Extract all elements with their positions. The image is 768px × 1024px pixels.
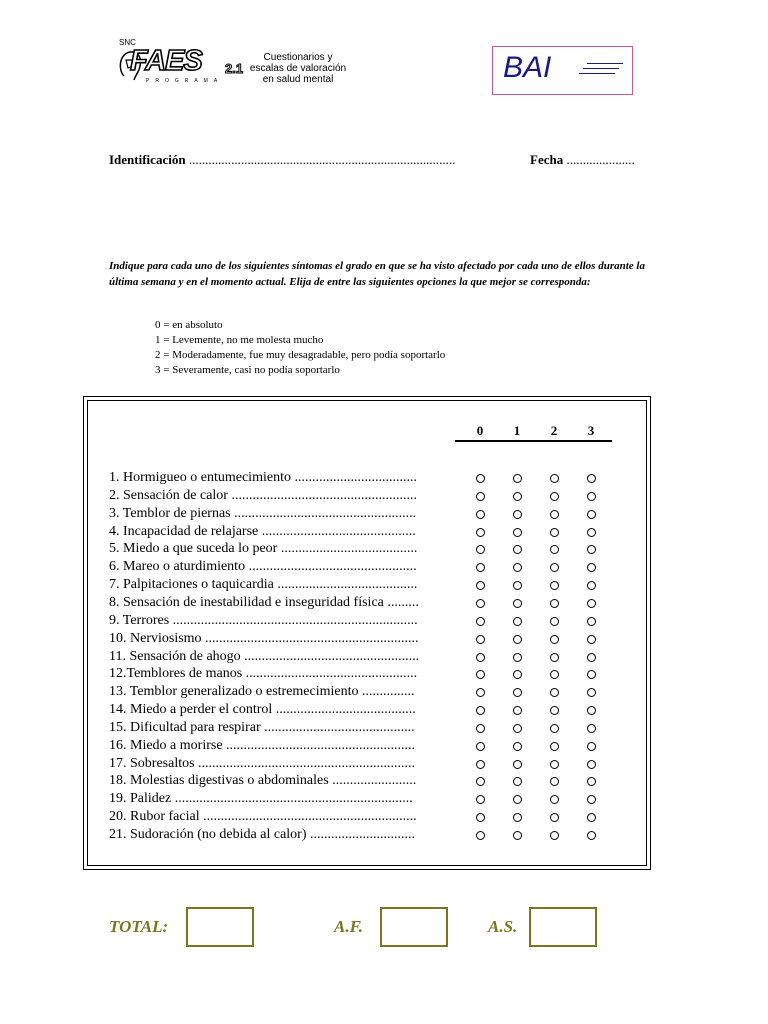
radio-option-0[interactable] [476, 813, 485, 822]
radio-option-0[interactable] [476, 670, 485, 679]
radio-option-2[interactable] [550, 813, 559, 822]
radio-option-3[interactable] [587, 474, 596, 483]
table-row: 7. Palpitaciones o taquicardia ........................................ [109, 577, 418, 592]
radio-option-0[interactable] [476, 510, 485, 519]
radio-option-1[interactable] [513, 492, 522, 501]
faes-logo [116, 38, 356, 90]
radio-option-2[interactable] [550, 617, 559, 626]
radio-option-3[interactable] [587, 706, 596, 715]
radio-option-3[interactable] [587, 528, 596, 537]
radio-option-2[interactable] [550, 492, 559, 501]
radio-option-0[interactable] [476, 795, 485, 804]
radio-option-1[interactable] [513, 528, 522, 537]
bai-badge [492, 46, 633, 95]
radio-option-2[interactable] [550, 474, 559, 483]
radio-option-0[interactable] [476, 563, 485, 572]
radio-option-1[interactable] [513, 510, 522, 519]
date-field[interactable] [530, 152, 635, 168]
table-row: 3. Temblor de piernas .................................................... [109, 506, 417, 521]
radio-option-1[interactable] [513, 724, 522, 733]
radio-option-3[interactable] [587, 545, 596, 554]
table-row: 21. Sudoración (no debida al calor) .............................. [109, 827, 415, 842]
table-row: 11. Sensación de ahogo .................................................. [109, 649, 420, 664]
radio-option-0[interactable] [476, 528, 485, 537]
bai-label: BAI [503, 51, 552, 84]
radio-option-1[interactable] [513, 670, 522, 679]
option-line: 3 = Severamente, casi no podía soportarlo [155, 364, 340, 376]
table-row: 18. Molestias digestivas o abdominales ........................ [109, 773, 417, 788]
radio-option-0[interactable] [476, 599, 485, 608]
radio-option-3[interactable] [587, 831, 596, 840]
radio-option-1[interactable] [513, 777, 522, 786]
radio-option-2[interactable] [550, 760, 559, 769]
radio-option-2[interactable] [550, 670, 559, 679]
logo-wordmark: FAES [130, 45, 202, 77]
radio-option-0[interactable] [476, 724, 485, 733]
bai-lines-icon [579, 61, 623, 81]
logo-subtitle: PROGRAMA [146, 78, 224, 84]
table-row: 8. Sensación de inestabilidad e inseguridad física ......... [109, 595, 419, 610]
column-header-1: 1 [513, 423, 521, 438]
radio-option-2[interactable] [550, 777, 559, 786]
radio-option-0[interactable] [476, 706, 485, 715]
radio-option-1[interactable] [513, 617, 522, 626]
logo-desc-line: en salud mental [262, 74, 334, 85]
radio-option-3[interactable] [587, 563, 596, 572]
logo-desc-line: escalas de valoración [249, 63, 347, 74]
as-label: A.S. [488, 917, 518, 936]
identification-dots: .................................................................................. [188, 152, 456, 167]
identification-label: Identificación [109, 152, 186, 167]
radio-option-0[interactable] [476, 831, 485, 840]
option-line: 0 = en absoluto [155, 319, 223, 331]
table-row: 15. Dificultad para respirar ........................................... [109, 720, 415, 735]
table-row: 16. Miedo a morirse ...................................................... [109, 738, 416, 753]
radio-option-1[interactable] [513, 545, 522, 554]
option-line: 2 = Moderadamente, fue muy desagradable, pero podía soportarlo [155, 349, 446, 361]
total-label: TOTAL: [109, 917, 169, 936]
radio-option-3[interactable] [587, 510, 596, 519]
radio-option-2[interactable] [550, 528, 559, 537]
radio-option-3[interactable] [587, 760, 596, 769]
radio-option-2[interactable] [550, 831, 559, 840]
radio-option-3[interactable] [587, 724, 596, 733]
radio-option-2[interactable] [550, 795, 559, 804]
radio-option-1[interactable] [513, 474, 522, 483]
radio-option-0[interactable] [476, 653, 485, 662]
radio-option-0[interactable] [476, 635, 485, 644]
radio-option-2[interactable] [550, 724, 559, 733]
radio-option-1[interactable] [513, 563, 522, 572]
radio-option-3[interactable] [587, 688, 596, 697]
table-row: 6. Mareo o aturdimiento ................................................ [109, 559, 417, 574]
logo-version: 2.1 [225, 61, 244, 76]
radio-option-1[interactable] [513, 653, 522, 662]
radio-option-1[interactable] [513, 760, 522, 769]
radio-option-0[interactable] [476, 474, 485, 483]
logo-desc-line: Cuestionarios y [263, 52, 333, 63]
radio-option-2[interactable] [550, 688, 559, 697]
radio-option-3[interactable] [587, 492, 596, 501]
table-row: 2. Sensación de calor ..................................................... [109, 488, 417, 503]
radio-option-2[interactable] [550, 563, 559, 572]
radio-option-0[interactable] [476, 617, 485, 626]
af-label: A.F. [334, 917, 363, 936]
radio-option-1[interactable] [513, 706, 522, 715]
table-row: 10. Nerviosismo ............................................................. [109, 631, 419, 646]
radio-option-0[interactable] [476, 777, 485, 786]
table-row: 13. Temblor generalizado o estremecimiento ............... [109, 684, 415, 699]
column-header-3: 3 [587, 423, 595, 438]
option-line: 1 = Levemente, no me molesta mucho [155, 334, 324, 346]
table-row: 17. Sobresaltos .............................................................. [109, 756, 416, 771]
radio-option-3[interactable] [587, 635, 596, 644]
radio-option-0[interactable] [476, 742, 485, 751]
radio-option-2[interactable] [550, 599, 559, 608]
radio-option-3[interactable] [587, 795, 596, 804]
answer-options [155, 318, 445, 378]
radio-option-3[interactable] [587, 813, 596, 822]
radio-option-1[interactable] [513, 831, 522, 840]
radio-option-3[interactable] [587, 617, 596, 626]
radio-option-2[interactable] [550, 706, 559, 715]
date-label: Fecha [530, 152, 564, 167]
logo-tag: SNC [119, 38, 136, 47]
radio-option-1[interactable] [513, 795, 522, 804]
radio-option-2[interactable] [550, 653, 559, 662]
radio-option-1[interactable] [513, 688, 522, 697]
table-row: 19. Palidez .................................................................... [109, 791, 413, 806]
radio-option-1[interactable] [513, 581, 522, 590]
identification-field[interactable] [109, 152, 455, 168]
total-input-box[interactable] [186, 907, 254, 947]
radio-option-0[interactable] [476, 581, 485, 590]
table-row: 4. Incapacidad de relajarse ............................................ [109, 524, 416, 539]
header-rule [455, 440, 612, 442]
radio-option-0[interactable] [476, 760, 485, 769]
logo-description [244, 52, 352, 85]
table-row: 14. Miedo a perder el control ........................................ [109, 702, 416, 717]
radio-option-2[interactable] [550, 581, 559, 590]
radio-option-2[interactable] [550, 635, 559, 644]
radio-option-0[interactable] [476, 492, 485, 501]
column-header-2: 2 [550, 423, 558, 438]
radio-option-3[interactable] [587, 742, 596, 751]
radio-option-0[interactable] [476, 545, 485, 554]
instructions: Indique para cada uno de los siguientes síntomas el grado en que se ha visto afectado por cada uno de ellos durante la última semana y en el momento actual. Elija de entre las siguientes opciones la que mejor se corresponda: [109, 260, 645, 288]
radio-option-1[interactable] [513, 599, 522, 608]
radio-option-1[interactable] [513, 813, 522, 822]
af-input-box[interactable] [380, 907, 448, 947]
radio-option-3[interactable] [587, 670, 596, 679]
table-row: 12.Temblores de manos ................................................. [109, 666, 418, 681]
table-row: 20. Rubor facial ............................................................. [109, 809, 417, 824]
table-row: 5. Miedo a que suceda lo peor ....................................... [109, 541, 418, 556]
radio-option-2[interactable] [550, 742, 559, 751]
radio-option-1[interactable] [513, 635, 522, 644]
table-row: 1. Hormigueo o entumecimiento ................................... [109, 470, 417, 485]
radio-option-1[interactable] [513, 742, 522, 751]
radio-option-3[interactable] [587, 777, 596, 786]
radio-option-0[interactable] [476, 688, 485, 697]
radio-option-3[interactable] [587, 653, 596, 662]
table-row: 9. Terrores ...................................................................... [109, 613, 418, 628]
date-dots: ..................... [566, 152, 635, 167]
radio-option-3[interactable] [587, 581, 596, 590]
radio-option-2[interactable] [550, 510, 559, 519]
radio-option-3[interactable] [587, 599, 596, 608]
column-header-0: 0 [476, 423, 484, 438]
radio-option-2[interactable] [550, 545, 559, 554]
as-input-box[interactable] [529, 907, 597, 947]
